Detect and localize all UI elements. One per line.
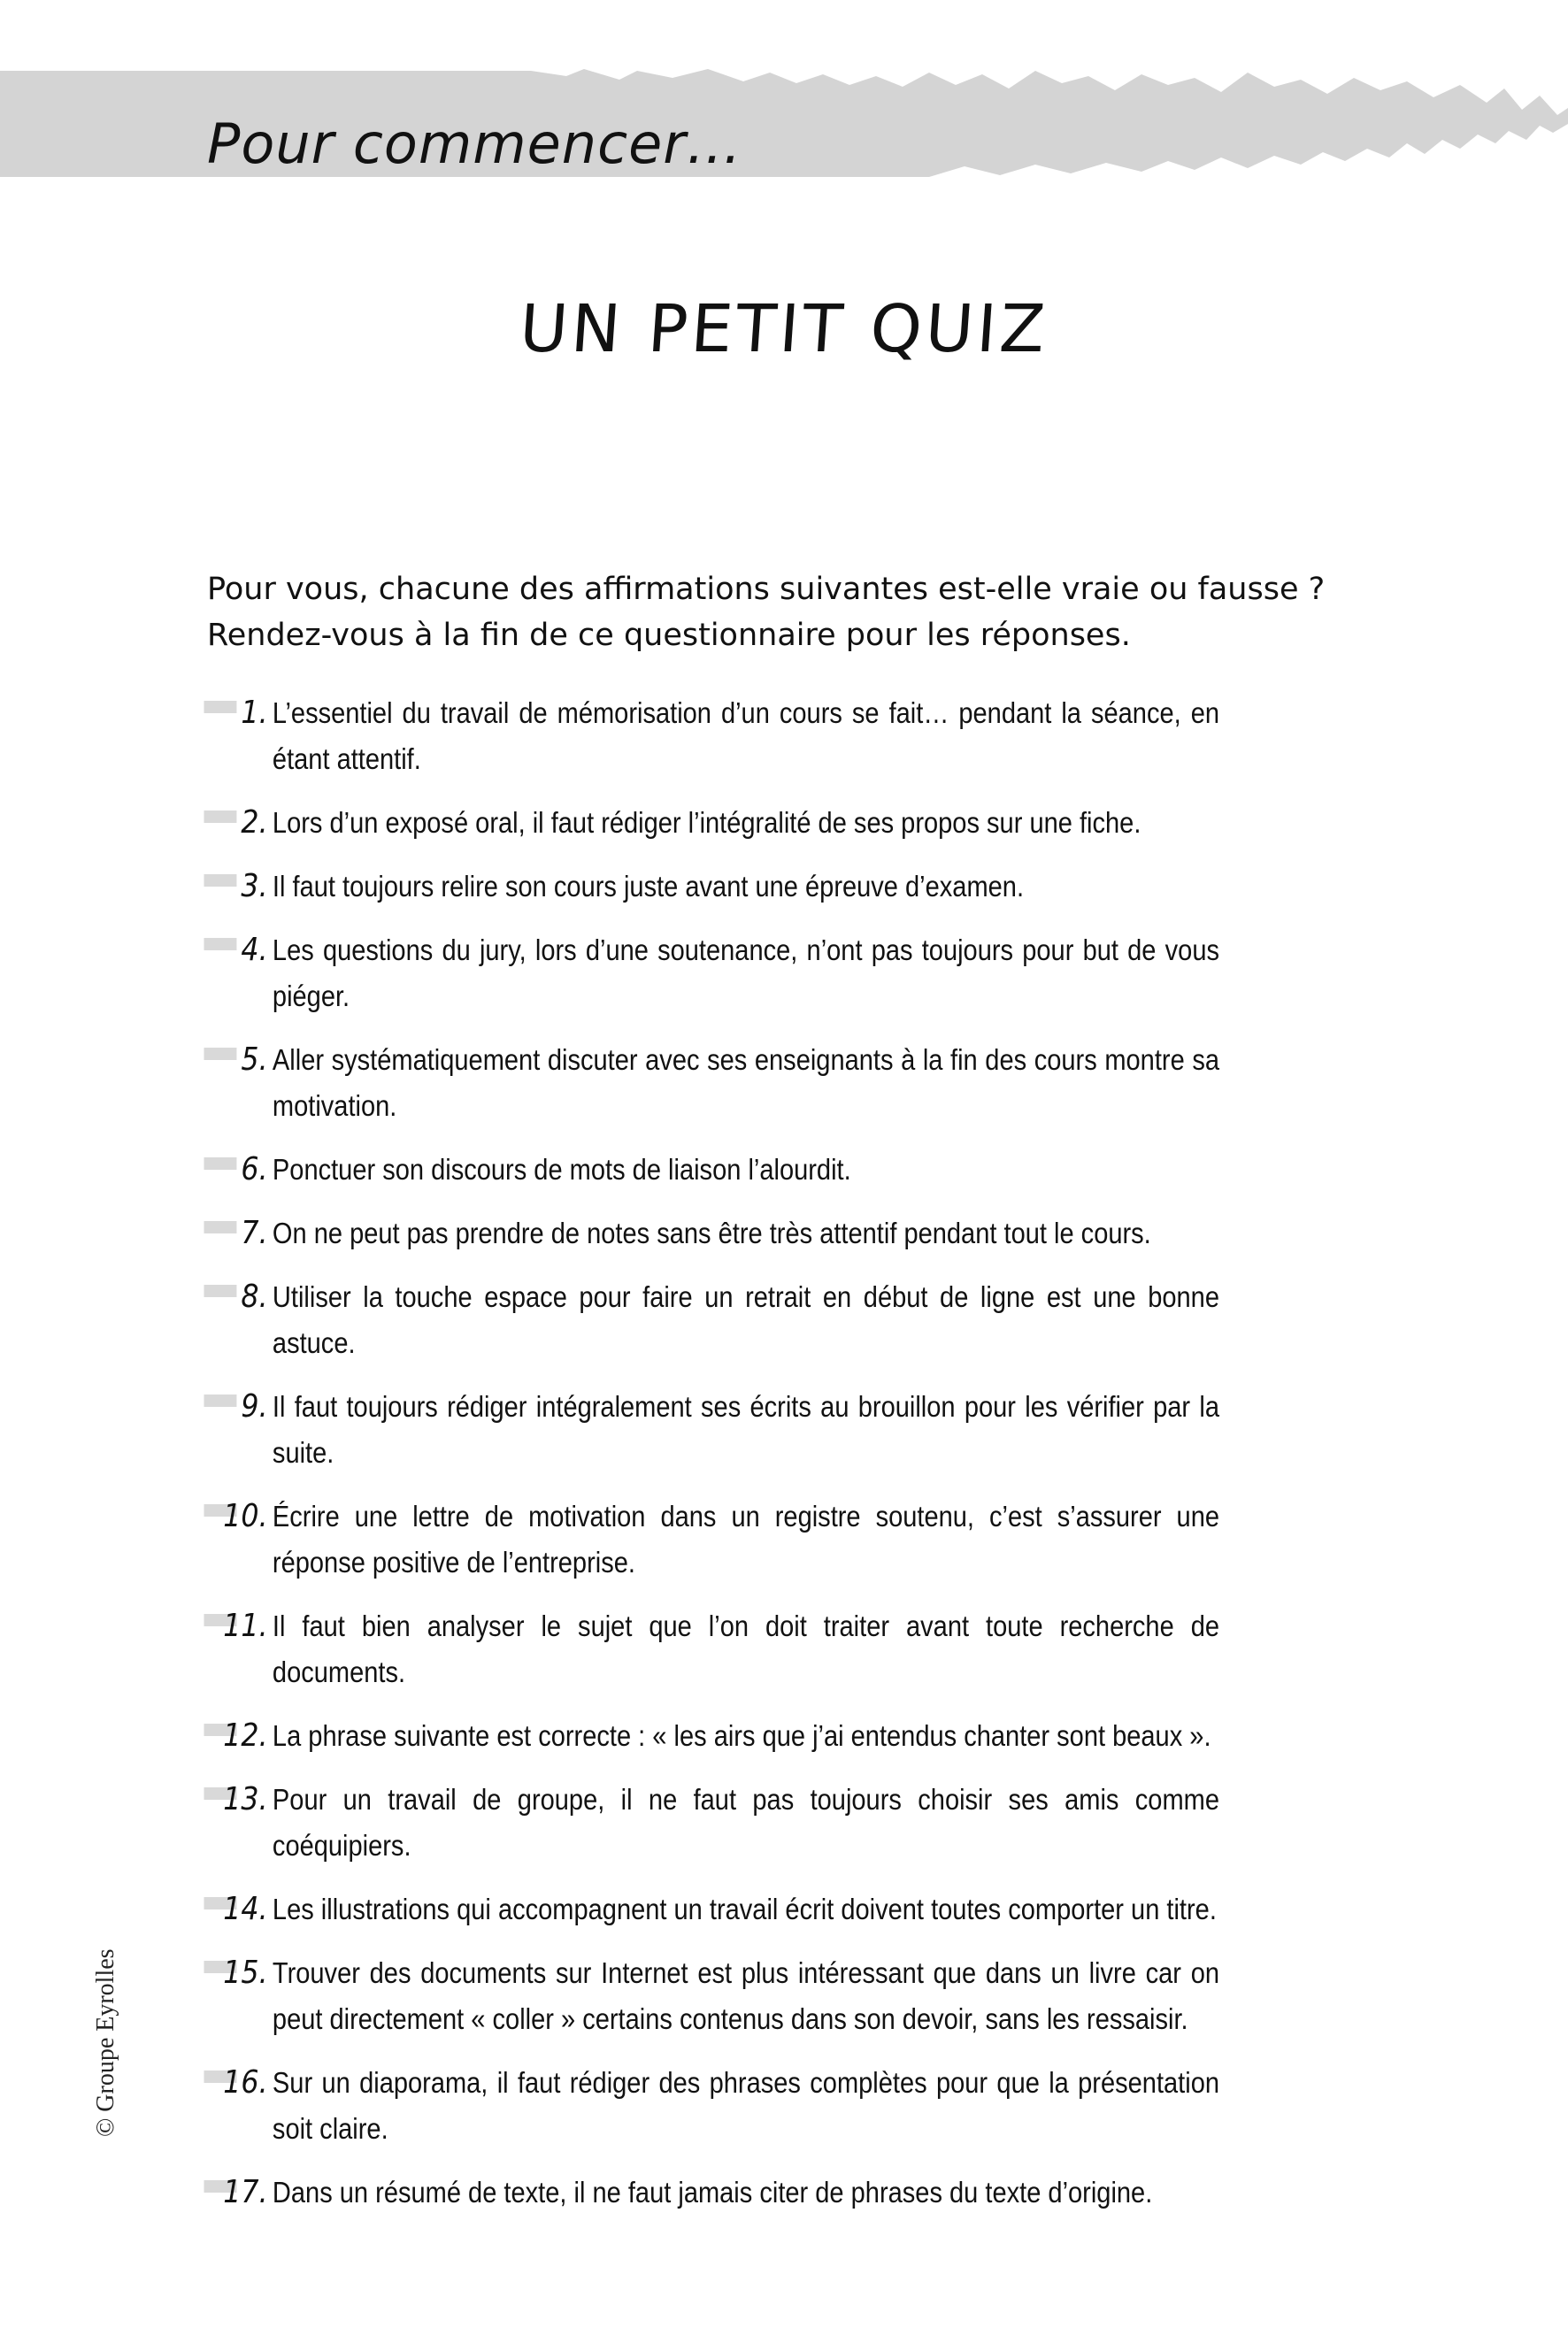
question-item: [207, 864, 1219, 910]
question-item: [207, 1384, 1219, 1476]
question-text: Les questions du jury, lors d’une soutenance, n’ont pas toujours pour but de vous piéger.: [272, 933, 1220, 1012]
question-text: Il faut bien analyser le sujet que l’on doit traiter avant toute recherche de documents.: [272, 1610, 1220, 1688]
question-text: Aller systématiquement discuter avec ses enseignants à la fin des cours montre sa motivation.: [272, 1043, 1220, 1122]
question-number: 5.: [241, 1041, 268, 1078]
question-item: [207, 1147, 1219, 1193]
question-text: Écrire une lettre de motivation dans un registre soutenu, c’est s’assurer une réponse positive de l’entreprise.: [272, 1500, 1220, 1579]
question-number: 4.: [241, 932, 268, 968]
question-item: [207, 690, 1219, 782]
question-number: 16.: [223, 2064, 268, 2101]
question-item: [207, 1713, 1219, 1759]
question-number: 11.: [223, 1608, 268, 1644]
question-text: Il faut toujours relire son cours juste avant une épreuve d’examen.: [272, 870, 1025, 903]
question-item: [207, 800, 1219, 846]
question-text: L’essentiel du travail de mémorisation d’un cours se fait… pendant la séance, en étant attentif.: [272, 696, 1220, 775]
page-title: UN PETIT QUIZ: [517, 291, 1051, 367]
question-item: [207, 1950, 1219, 2042]
section-heading: Pour commencer…: [207, 111, 742, 176]
question-text: La phrase suivante est correcte : « les airs que j’ai entendus chanter sont beaux ».: [272, 1719, 1211, 1752]
question-number: 2.: [241, 804, 268, 841]
question-text: On ne peut pas prendre de notes sans être très attentif pendant tout le cours.: [272, 1217, 1151, 1249]
question-text: Les illustrations qui accompagnent un travail écrit doivent toutes comporter un titre.: [272, 1893, 1217, 1925]
question-item: [207, 927, 1219, 1019]
question-number: 9.: [241, 1388, 268, 1425]
question-item: [207, 1037, 1219, 1129]
question-item: [207, 1210, 1219, 1256]
question-number: 7.: [241, 1215, 268, 1251]
intro-paragraph: [207, 566, 1357, 658]
question-item: [207, 1777, 1219, 1869]
question-text: Dans un résumé de texte, il ne faut jamais citer de phrases du texte d’origine.: [272, 2176, 1153, 2209]
question-number: 8.: [241, 1279, 268, 1315]
question-text: Utiliser la touche espace pour faire un retrait en début de ligne est une bonne astuce.: [272, 1280, 1220, 1359]
intro-line-2: Rendez-vous à la fin de ce questionnaire pour les réponses.: [207, 618, 1131, 653]
question-number: 6.: [241, 1151, 268, 1187]
copyright-notice: © Groupe Eyrolles: [92, 1948, 119, 2137]
question-number: 13.: [223, 1781, 268, 1817]
question-item: [207, 2060, 1219, 2152]
question-text: Pour un travail de groupe, il ne faut pas toujours choisir ses amis comme coéquipiers.: [272, 1783, 1220, 1862]
question-number: 10.: [223, 1498, 268, 1534]
question-item: [207, 1603, 1219, 1695]
question-number: 12.: [223, 1717, 268, 1754]
question-item: [207, 1494, 1219, 1586]
question-number: 17.: [223, 2174, 268, 2210]
question-number: 1.: [241, 695, 268, 731]
question-text: Sur un diaporama, il faut rédiger des phrases complètes pour que la présentation soit claire.: [272, 2066, 1220, 2145]
question-item: [207, 1886, 1219, 1932]
question-text: Trouver des documents sur Internet est plus intéressant que dans un livre car on peut directement « coller » certains contenus dans son devoir, sans les ressaisir.: [272, 1956, 1220, 2035]
question-item: [207, 2170, 1219, 2216]
question-text: Ponctuer son discours de mots de liaison l’alourdit.: [272, 1153, 851, 1186]
question-list: [207, 690, 1219, 2233]
question-number: 3.: [241, 868, 268, 904]
question-text: Il faut toujours rédiger intégralement ses écrits au brouillon pour les vérifier par la suite.: [272, 1390, 1220, 1469]
intro-line-1: Pour vous, chacune des affirmations suivantes est-elle vraie ou fausse ?: [207, 572, 1326, 607]
question-item: [207, 1274, 1219, 1366]
question-number: 15.: [223, 1955, 268, 1991]
question-number: 14.: [223, 1891, 268, 1927]
question-text: Lors d’un exposé oral, il faut rédiger l’intégralité de ses propos sur une fiche.: [272, 806, 1141, 839]
